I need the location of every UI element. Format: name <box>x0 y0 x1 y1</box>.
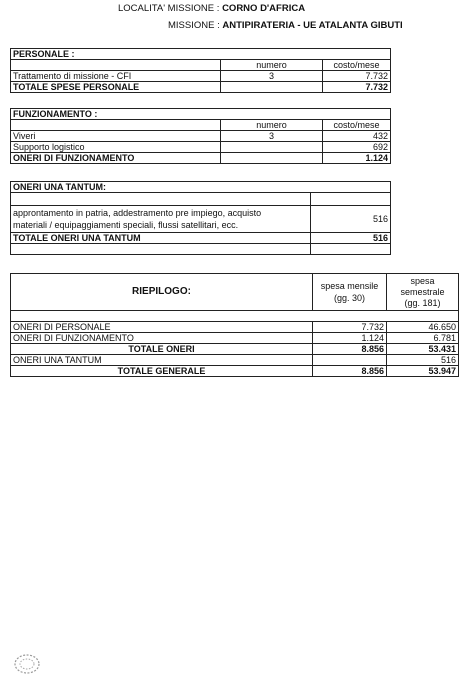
table-row: Viveri 3 432 <box>11 131 391 142</box>
riepilogo-table <box>10 273 459 377</box>
una-tantum-desc-2: materiali / equipaggiamenti speciali, flussi satellitari, ecc. <box>13 220 239 230</box>
mission-label: MISSIONE : <box>168 20 220 31</box>
total-row: TOTALE GENERALE 8.856 53.947 <box>11 366 459 377</box>
una-tantum-desc-1: approntamento in patria, addestramento pre impiego, acquisto <box>13 208 262 218</box>
stamp-icon <box>12 652 42 676</box>
table-row: ONERI DI FUNZIONAMENTO 1.124 6.781 <box>11 333 459 344</box>
table-row: approntamento in patria, addestramento pre impiego, acquisto materiali / equipaggiamenti speciali, flussi satellitari, ecc. 516 <box>11 206 391 233</box>
location-line <box>118 3 305 14</box>
personale-title: PERSONALE : <box>11 49 391 60</box>
table-row: ONERI UNA TANTUM 516 <box>11 355 459 366</box>
total-row: TOTALE ONERI 8.856 53.431 <box>11 344 459 355</box>
personale-table <box>10 48 391 93</box>
col-numero: numero <box>221 60 323 71</box>
table-row: Trattamento di missione - CFI 3 7.732 <box>11 71 391 82</box>
total-row: TOTALE ONERI UNA TANTUM 516 <box>11 233 391 244</box>
col-spesa-mensile: spesa mensile (gg. 30) <box>313 274 387 311</box>
mission-value: ANTIPIRATERIA - UE ATALANTA GIBUTI <box>222 20 403 31</box>
riepilogo-title: RIEPILOGO: <box>11 274 313 311</box>
location-value: CORNO D'AFRICA <box>222 3 306 14</box>
col-costo: costo/mese <box>323 60 391 71</box>
funzionamento-table: FUNZIONAMENTO : numero costo/mese Viveri 3 432 Supporto logistico 692 ONERI DI FUNZIONAMENTO 1.124 <box>10 108 391 164</box>
una-tantum-table <box>10 181 391 255</box>
una-tantum-title: ONERI UNA TANTUM: <box>11 182 391 193</box>
col-spesa-semestrale: spesa semestrale (gg. 181) <box>387 274 459 311</box>
location-label: LOCALITA' MISSIONE : <box>118 3 220 14</box>
total-row: TOTALE SPESE PERSONALE 7.732 <box>11 82 391 93</box>
table-row: Supporto logistico 692 <box>11 142 391 153</box>
total-row: ONERI DI FUNZIONAMENTO 1.124 <box>11 153 391 164</box>
table-row: ONERI DI PERSONALE 7.732 46.650 <box>11 322 459 333</box>
mission-line <box>168 20 403 31</box>
funzionamento-title: FUNZIONAMENTO : <box>11 109 391 120</box>
